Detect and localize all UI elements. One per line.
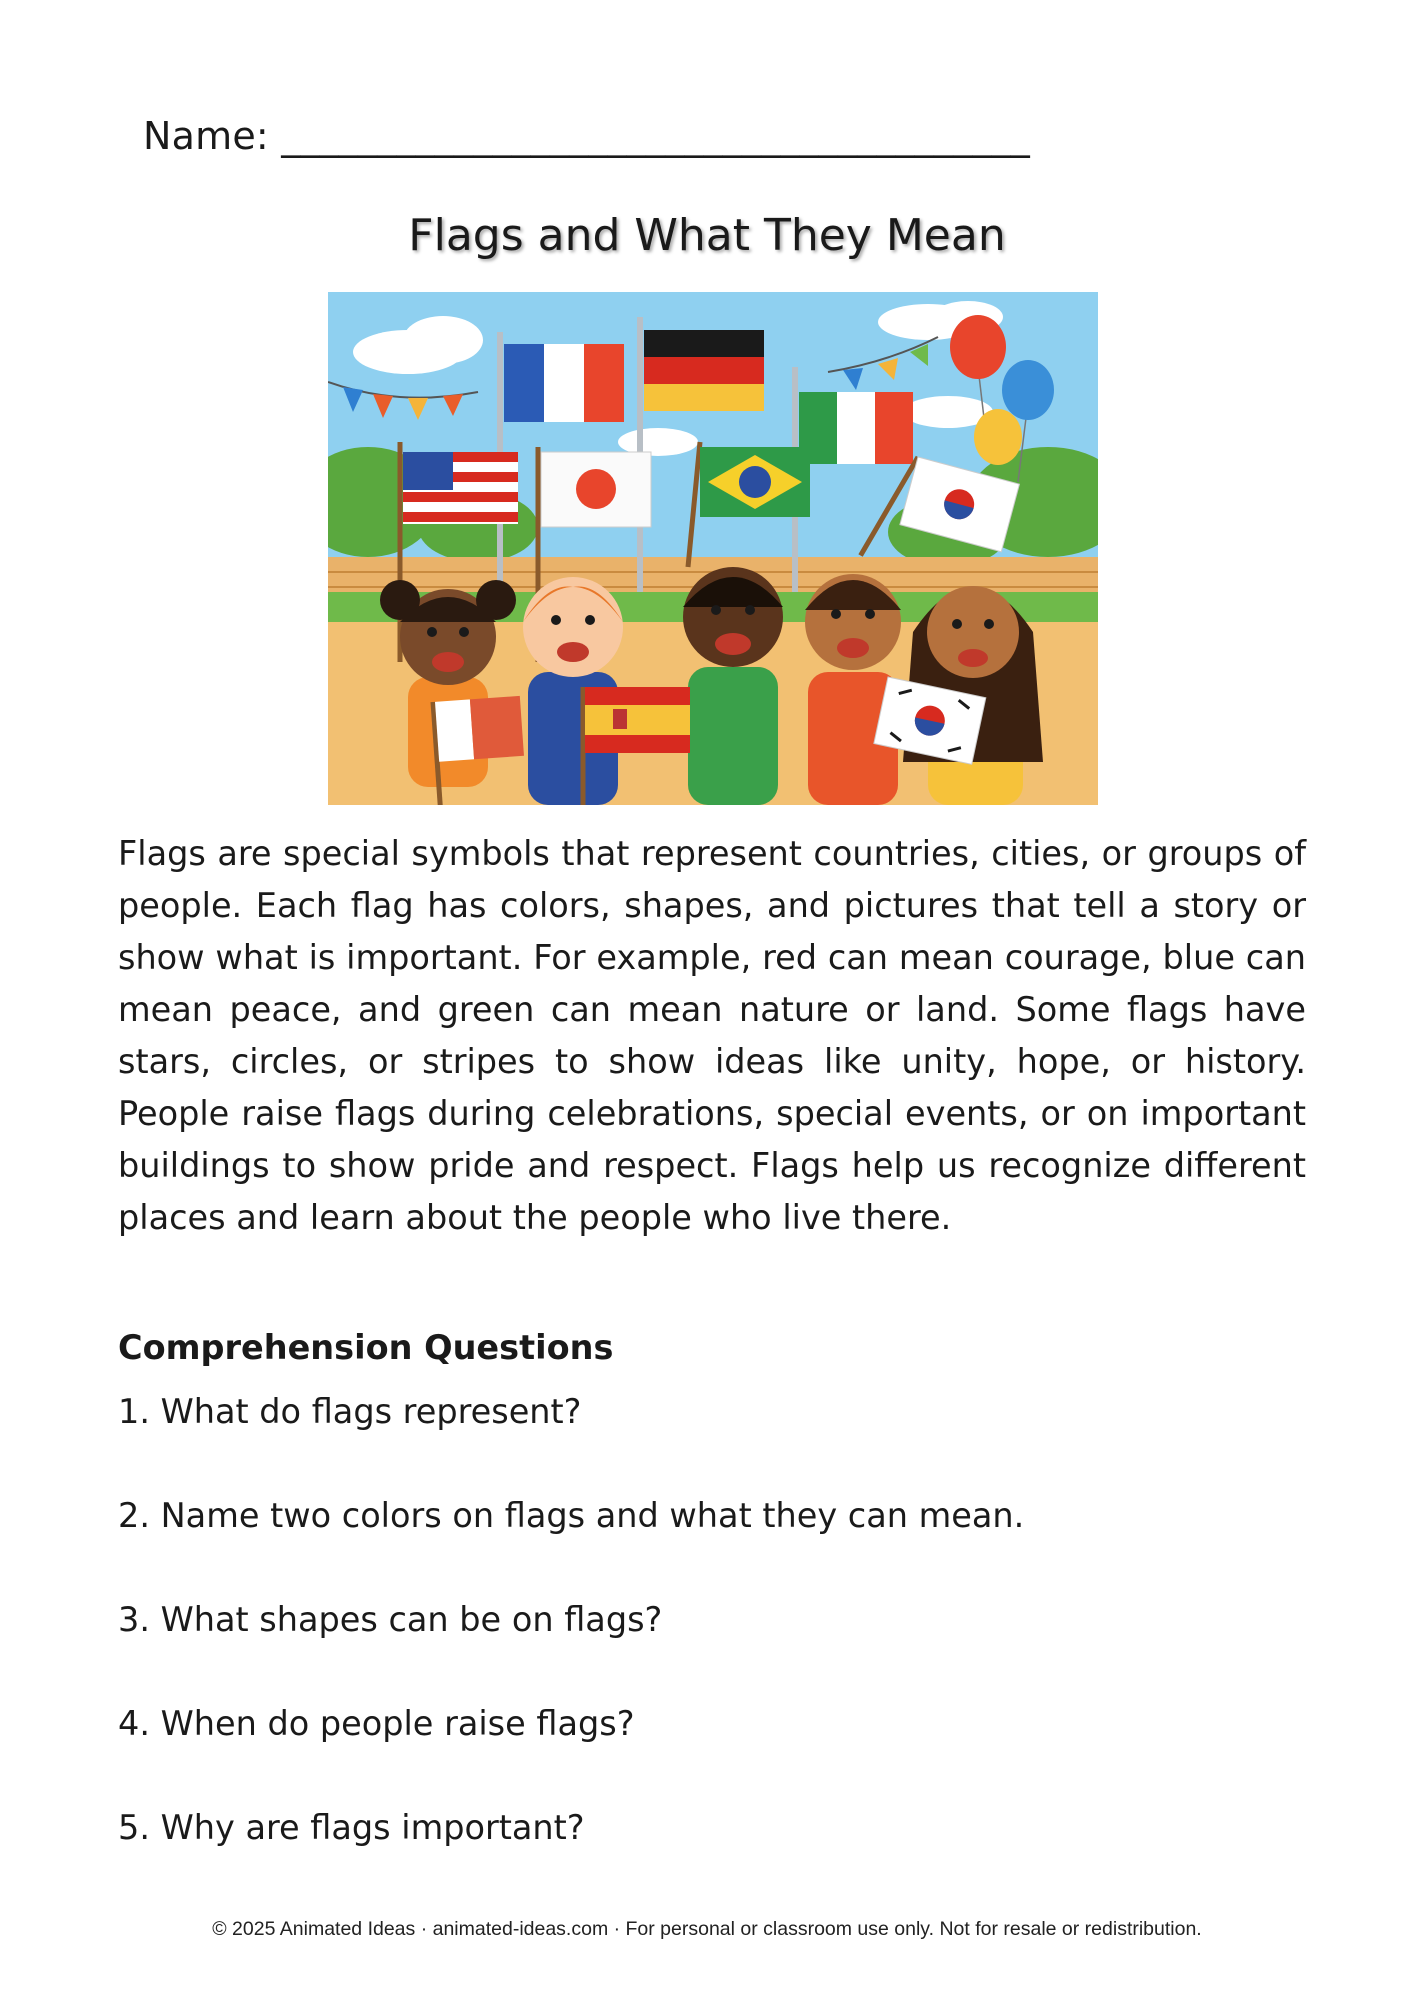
- question-1: 1. What do flags represent?: [118, 1392, 582, 1431]
- worksheet-title: Flags and What They Mean: [408, 210, 1006, 261]
- questions-heading: Comprehension Questions: [118, 1328, 614, 1367]
- flags-illustration: [328, 292, 1098, 805]
- question-2: 2. Name two colors on flags and what they can mean.: [118, 1496, 1025, 1535]
- question-4: 4. When do people raise flags?: [118, 1704, 635, 1743]
- question-3: 3. What shapes can be on flags?: [118, 1600, 663, 1639]
- question-5: 5. Why are flags important?: [118, 1808, 585, 1847]
- reading-passage: Flags are special symbols that represent countries, cities, or groups of people. Each flag has colors, shapes, and pictures that tell a story or show what is important. For example, red can mean courage, blue can mean peace, and green can mean nature or land. Some flags have stars, circles, or stripes to show ideas like unity, hope, or history. People raise flags during celebrations, special events, or on important buildings to show pride and respect. Flags help us recognize different places and learn about the people who live there.: [118, 834, 1306, 1237]
- flags-illustration-drawing: [328, 292, 1098, 805]
- copyright-footer: © 2025 Animated Ideas · animated-ideas.com · For personal or classroom use only. Not for resale or redistribution.: [212, 1918, 1202, 1940]
- name-field-line: Name: _______________________________________: [143, 114, 1030, 158]
